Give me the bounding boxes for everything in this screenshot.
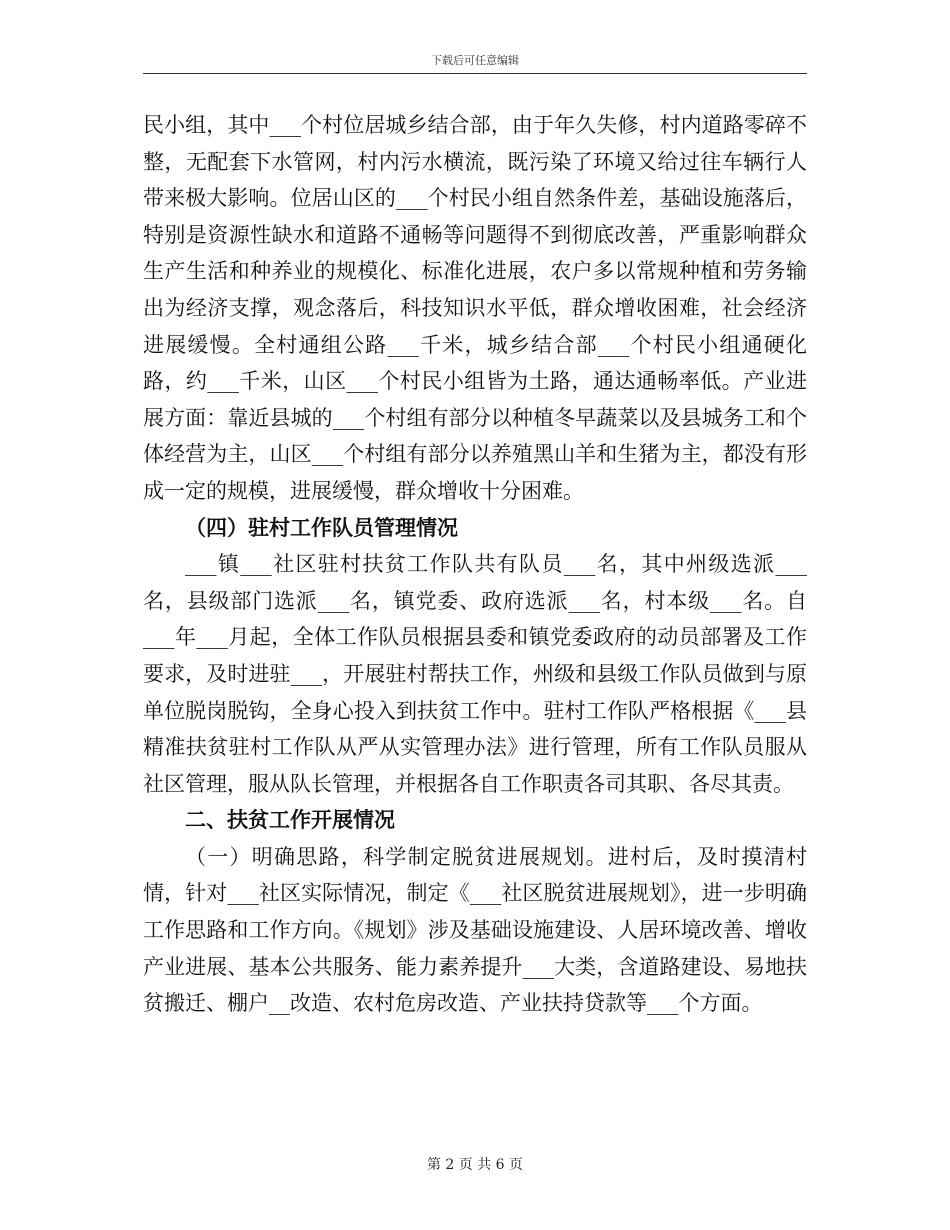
section-heading-poverty-work: 二、扶贫工作开展情况 — [185, 807, 395, 833]
header-divider — [143, 73, 807, 74]
paragraph-planning: （一）明确思路，科学制定脱贫进展规划。进村后，及时摸清村情，针对___社区实际情况，制定《___社区脱贫进展规划》，进一步明确工作思路和工作方向。《规划》涉及基础设施建设、人居环境改善、增收产业进展、基本公共服务、能力素养提升___大类，含道路建设、易地扶贫搬迁、棚户__改造、农村危房改造、产业扶持贷款等___个方面。 — [143, 844, 807, 1016]
paragraph-village-conditions: 民小组，其中___个村位居城乡结合部，由于年久失修，村内道路零碎不整，无配套下水管网，村内污水横流，既污染了环境又给过往车辆行人带来极大影响。位居山区的___个村民小组自然条件差，基础设施落后，特别是资源性缺水和道路不通畅等问题得不到彻底改善，严重影响群众生产生活和种养业的规模化、标准化进展，农户多以常规种植和劳务输出为经济支撑，观念落后，科技知识水平低，群众增收困难，社会经济进展缓慢。全村通组公路___千米，城乡结合部___个村民小组通硬化路，约___千米，山区___个村民小组皆为土路，通达通畅率低。产业进展方面：靠近县城的___个村组有部分以种植冬早蔬菜以及县城务工和个体经营为主，山区___个村组有部分以养殖黑山羊和生猪为主，都没有形成一定的规模，进展缓慢，群众增收十分困难。 — [143, 113, 807, 503]
section-heading-team-management: （四）驻村工作队员管理情况 — [185, 514, 458, 540]
page-number: 第 2 页 共 6 页 — [426, 1157, 524, 1173]
document-body — [143, 107, 807, 1022]
page-header: 下载后可任意编辑 — [431, 54, 519, 67]
paragraph-team-management: ___镇___社区驻村扶贫工作队共有队员___名，其中州级选派___名，县级部门选派___名，镇党委、政府选派___名，村本级___名。自___年___月起，全体工作队员根据县委和镇党委政府的动员部署及工作要求，及时进驻___，开展驻村帮扶工作，州级和县级工作队员做到与原单位脱岗脱钩，全身心投入到扶贫工作中。驻村工作队严格根据《___县精准扶贫驻村工作队从严从实管理办法》进行管理，所有工作队员服从社区管理，服从队长管理，并根据各自工作职责各司其职、各尽其责。 — [143, 552, 807, 796]
